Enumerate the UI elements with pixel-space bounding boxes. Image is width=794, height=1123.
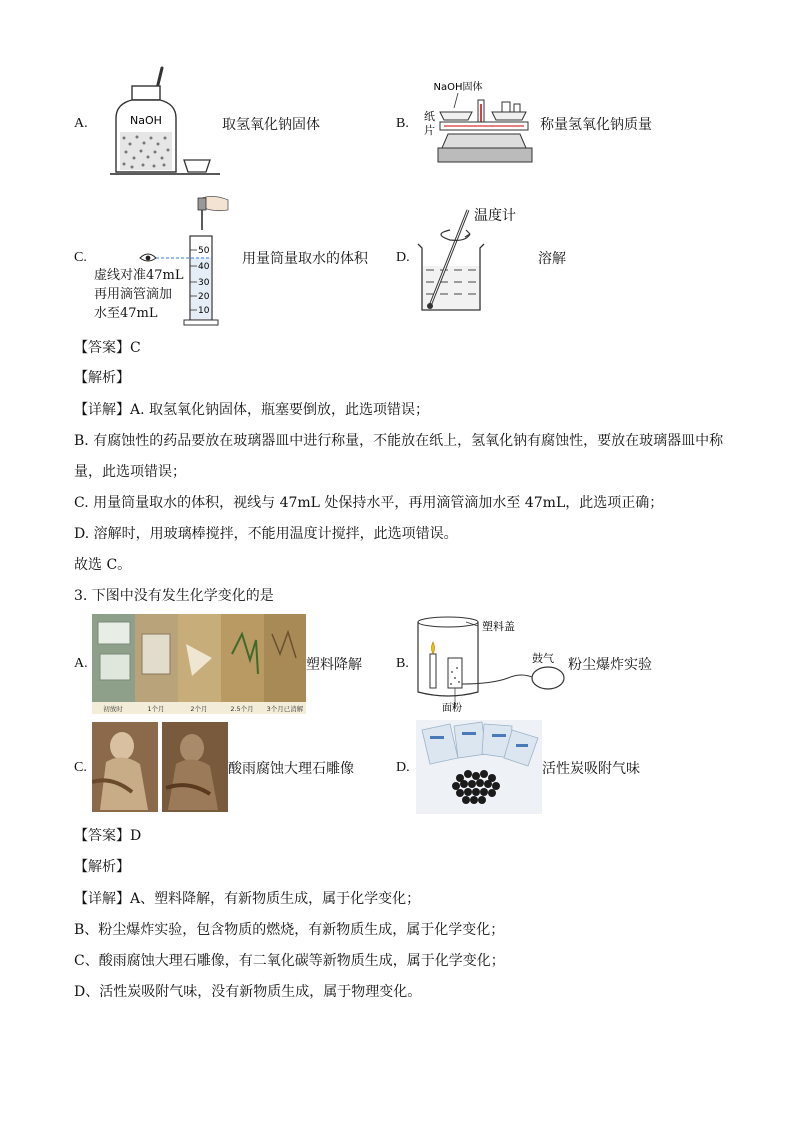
q3-option-d-label: 活性炭吸附气味 <box>542 761 640 777</box>
q2-line-1: 【详解】A. 取氢氧化钠固体，瓶塞要倒放，此选项错误； <box>74 402 430 418</box>
plastic-degradation-photo <box>92 614 306 714</box>
strip-label-2: 2个月 <box>190 705 208 713</box>
paper-label-2: 片 <box>424 124 435 137</box>
tick-50: 50 <box>198 246 210 256</box>
strip-label-3: 2.5个月 <box>230 705 254 713</box>
option-b-label: 称量氢氧化钠质量 <box>540 117 652 133</box>
q2-line-5: D. 溶解时，用玻璃棒搅拌，不能用温度计搅拌，此选项错误。 <box>74 526 458 542</box>
q3-stem: 3. 下图中没有发生化学变化的是 <box>74 588 274 604</box>
q2-analysis-word: 解析 <box>88 370 116 386</box>
strip-label-0: 初放时 <box>103 705 123 713</box>
naoh-solid-label: NaOH固体 <box>433 82 483 93</box>
q3-option-a-label: 塑料降解 <box>306 657 362 673</box>
tick-10: 10 <box>198 306 210 316</box>
lid-label: 塑料盖 <box>482 620 515 633</box>
naoh-bottle-figure <box>110 64 220 180</box>
marble-statue-photo <box>92 722 228 812</box>
paper-label-1: 纸 <box>424 110 435 123</box>
q2-analysis-title: 【解析】 <box>74 370 130 386</box>
strip-label-4: 3个月已消解 <box>266 705 304 713</box>
q3-option-b-label: 粉尘爆炸实验 <box>568 657 652 673</box>
option-b-letter: B. <box>396 116 409 131</box>
option-c-label: 用量筒量取水的体积 <box>242 251 368 267</box>
q2-line-4: C. 用量筒量取水的体积，视线与 47mL 处保持水平，再用滴管滴加水至 47mL，此选项正确； <box>74 495 664 511</box>
beaker-figure <box>412 200 542 316</box>
q3-line-1: 【详解】A、塑料降解，有新物质生成，属于化学变化； <box>74 891 421 907</box>
option-c-note-3: 水至47mL <box>94 306 158 321</box>
q2-line-3: 量，此选项错误； <box>74 464 186 480</box>
q3-line-3: C、酸雨腐蚀大理石雕像，有二氧化碳等新物质生成，属于化学变化； <box>74 953 505 969</box>
q2-answer: 【答案】C <box>74 340 141 356</box>
q3-option-b-letter: B. <box>396 656 409 671</box>
bottle-label: NaOH <box>130 114 162 127</box>
q2-line-2: B. 有腐蚀性的药品要放在玻璃器皿中进行称量，不能放在纸上，氢氧化钠有腐蚀性，要放在玻璃器皿中称 <box>74 433 724 449</box>
activated-carbon-photo <box>416 720 542 814</box>
q3-option-c-letter: C. <box>74 760 87 775</box>
option-a-label: 取氢氧化钠固体 <box>222 117 320 133</box>
option-c-note-2: 再用滴管滴加 <box>94 287 173 302</box>
option-c-note <box>94 266 184 323</box>
q3-option-d-letter: D. <box>396 760 410 775</box>
tick-40: 40 <box>198 262 210 272</box>
option-d-letter: D. <box>396 250 410 265</box>
flour-label: 面粉 <box>442 703 462 712</box>
q3-answer: 【答案】D <box>74 828 142 844</box>
strip-label-1: 1个月 <box>147 705 165 713</box>
eye-icon <box>146 256 151 261</box>
option-d-label: 溶解 <box>538 251 566 267</box>
balance-figure <box>414 78 536 168</box>
option-c-letter: C. <box>74 250 87 265</box>
tick-20: 20 <box>198 292 210 302</box>
q3-line-2: B、粉尘爆炸实验，包含物质的燃烧，有新物质生成，属于化学变化； <box>74 922 505 938</box>
q2-line-6: 故选 C。 <box>74 557 132 573</box>
q3-analysis-word: 解析 <box>88 859 116 875</box>
q3-option-a-letter: A. <box>74 656 88 671</box>
q3-line-4: D、活性炭吸附气味，没有新物质生成，属于物理变化。 <box>74 984 422 1000</box>
tick-30: 30 <box>198 278 210 288</box>
bulb-label: 鼓气 <box>532 652 554 665</box>
q3-option-c-label: 酸雨腐蚀大理石雕像 <box>228 761 354 777</box>
option-a-letter: A. <box>74 116 88 131</box>
option-c-note-1: 虚线对准47mL <box>94 268 184 283</box>
q3-analysis-title: 【解析】 <box>74 859 130 875</box>
thermometer-label: 温度计 <box>474 208 516 224</box>
dust-explosion-figure <box>412 612 572 712</box>
